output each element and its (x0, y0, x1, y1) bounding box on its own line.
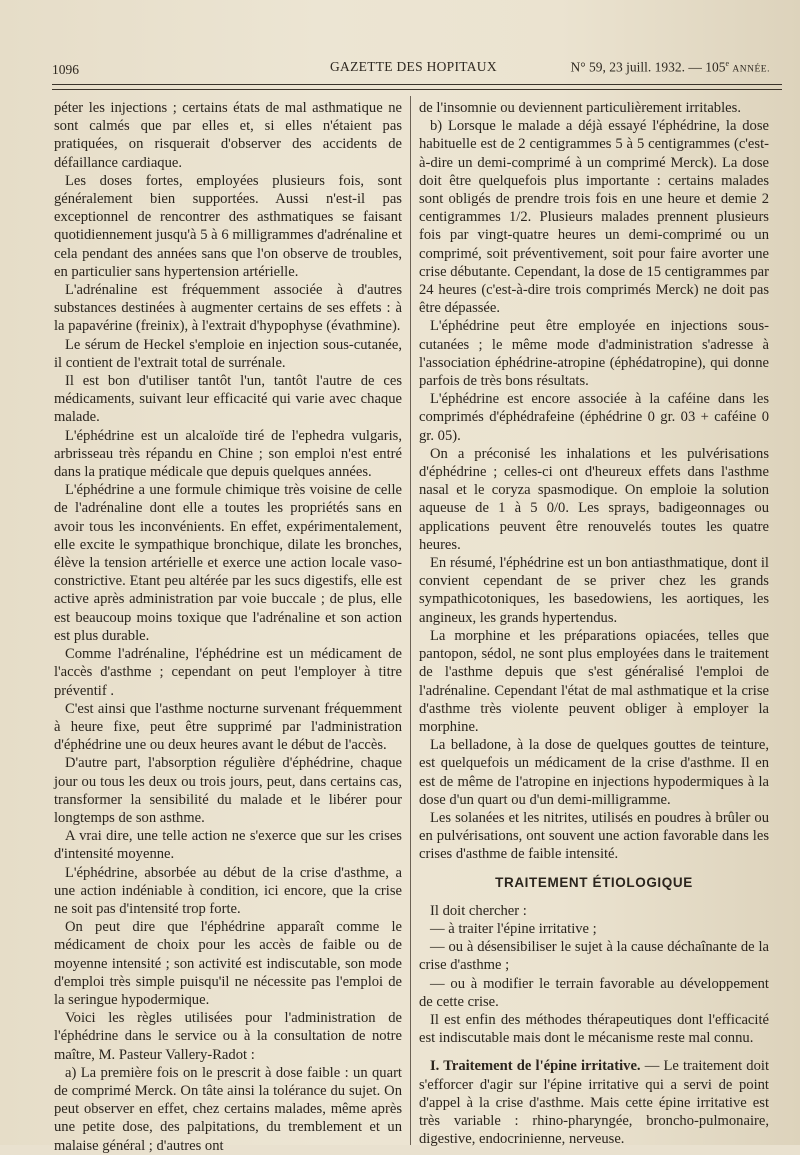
list-item: — ou à désensibiliser le sujet à la cause déchaînante de la crise d'asthme ; (419, 939, 769, 974)
paragraph: A vrai dire, une telle action ne s'exerce que sur les crises d'intensité moyenne. (54, 828, 402, 863)
header-rule (52, 84, 782, 85)
list-item: — ou à modifier le terrain favorable au développement de cette crise. (419, 975, 769, 1010)
subsection-paragraph (419, 1057, 769, 1148)
paragraph: a) La première fois on le prescrit à dose faible : un quart de comprimé Merck. On tâte ainsi la tolérance du sujet. On peut observer en effet, chez certains malades, même après une petite dose, des palpitations, du tremblement et un malaise général ; d'autres ont (54, 1064, 402, 1154)
paragraph: Les solanées et les nitrites, utilisés en poudres à brûler ou en pulvérisations, ont souvent une action favorable dans les crises d'asthme de faible intensité. (419, 809, 769, 863)
paragraph: Voici les règles utilisées pour l'administration de l'éphédrine dans le service ou à la consultation de notre maître, M. Pasteur Vallery-Radot : (54, 1010, 402, 1063)
paragraph: C'est ainsi que l'asthme nocturne survenant fréquemment à heure fixe, peut être supprimé par l'administration d'éphédrine une ou deux heures avant le début de l'accès. (54, 700, 402, 754)
issue-info (570, 59, 770, 76)
paragraph: On a préconisé les inhalations et les pulvérisations d'éphédrine ; celles-ci ont d'heureux effets dans l'asthme nasal et le coryza spasmodique. On emploie la solution aqueuse de 1 à 5 0/0. Les sprays, badigeonnages ou applications peuvent être renouvelés toutes les quatre heures. (419, 445, 769, 553)
issue-sup: e (725, 59, 730, 68)
list-item: Il doit chercher : (430, 902, 527, 919)
subsection-lead: I. Traitement de l'épine irritative. (430, 1058, 641, 1075)
paragraph: Il est bon d'utiliser tantôt l'un, tantôt l'autre de ces médicaments, suivant leur efficacité qui varie avec chaque malade. (54, 373, 402, 426)
paragraph: Comme l'adrénaline, l'éphédrine est un médicament de l'accès d'asthme ; cependant on peut l'employer à titre préventif . (54, 646, 402, 699)
right-column (419, 99, 769, 1148)
left-column (54, 99, 402, 1154)
paragraph: L'adrénaline est fréquemment associée à d'autres substances destinées à augmenter certains de ses effets : à la papavérine (freinix), à l'extrait d'hypophyse (évathmine). (54, 282, 402, 335)
paragraph: L'éphédrine a une formule chimique très voisine de celle de l'adrénaline dont elle a toutes les propriétés sans en avoir tous les inconvénients. En effet, expérimentalement, elle excite le sympathique bronchique, dilate les bronches, élève la tension artérielle et exerce une action locale vaso-constrictive. Etant peu altérée par les sucs digestifs, elle est active après administration par voie buccale ; de plus, elle est beaucoup moins toxique que l'adrénaline et son action est plus durable. (54, 482, 402, 644)
paragraph: Les doses fortes, employées plusieurs fois, sont généralement bien supportées. Aussi n'est-il pas exceptionnel de rencontrer des asthmatiques se faisant quotidiennement jusqu'à 5 à 6 milligrammes d'adrénaline et cela pendant des années sans que l'on observe de troubles, en particulier sans hypertension artérielle. (54, 172, 402, 280)
list-item: — à traiter l'épine irritative ; (430, 920, 597, 937)
paragraph: péter les injections ; certains états de mal asthmatique ne sont calmés que par elles et, si elles n'étaient pas pratiquées, on risquerait d'observer des accidents de défaillance cardiaque. (54, 100, 402, 171)
paragraph: D'autre part, l'absorption régulière d'éphédrine, chaque jour ou tous les deux ou trois jours, peut, dans certains cas, transformer la sensibilité du malade et le libérer pour longtemps de son asthme. (54, 755, 402, 826)
issue-date: N° 59, 23 juill. 1932. — 105 (570, 59, 726, 75)
paragraph: Il est enfin des méthodes thérapeutiques dont l'efficacité est indiscutable mais dont le mécanisme reste mal connu. (419, 1011, 769, 1047)
issue-suffix: ANNÉE. (732, 64, 770, 75)
page-number: 1096 (52, 62, 79, 77)
paragraph: b) Lorsque le malade a déjà essayé l'éphédrine, la dose habituelle est de 2 centigrammes 5 à 5 centigrammes (c'est-à-dire un demi-comprimé à un comprimé Merck). La dose doit être quelquefois plus importante : certains malades sont obligés de prendre trois fois en une heure et demie 2 centigrammes 1/2. Plusieurs malades prennent plusieurs fois par vingt-quatre heures un demi-comprimé ou un comprimé, soit préventivement, soit pour faire avorter une crise débutante. Cependant, la dose de 15 centigrammes par 24 heures (c'est-à-dire trois comprimés Merck) ne doit pas être dépassée. (419, 118, 769, 317)
header-rule-thin (52, 89, 782, 90)
subsection-text: — Le traitement doit s'efforcer d'agir sur l'épine irritative qui a servi de point d'appel à la crise d'asthme. Mais cette épine irritative est très variable : rhino-pharyngée, broncho-pulmonaire, digestive, endocrinienne, nerveuse. (419, 1058, 769, 1148)
paragraph: L'éphédrine, absorbée au début de la crise d'asthme, a une action indéniable à condition, ici encore, que la crise ne soit pas d'intensité trop forte. (54, 864, 402, 917)
paragraph: L'éphédrine peut être employée en injections sous-cutanées ; le même mode d'administration s'adresse à l'association éphédrine-atropine (éphédatropine), qui donne parfois de très bons résultats. (419, 318, 769, 390)
paragraph: de l'insomnie ou deviennent particulièrement irritables. (419, 100, 741, 116)
page-header (52, 58, 776, 80)
paragraph: Le sérum de Heckel s'emploie en injection sous-cutanée, il contient de l'extrait total de surrénale. (54, 336, 402, 371)
paragraph: On peut dire que l'éphédrine apparaît comme le médicament de choix pour les accès de faible ou de moyenne intensité ; son activité est indiscutable, son mode d'emploi très simple puisqu'il ne nécessite pas l'emploi de la seringue hypodermique. (54, 919, 402, 1008)
paragraph: En résumé, l'éphédrine est un bon antiasthmatique, dont il convient cependant de se priver chez les grands sympathicotoniques, les basedowiens, les aortiques, les angineux, les grands hypertendus. (419, 555, 769, 626)
paragraph: La belladone, à la dose de quelques gouttes de teinture, est quelquefois un médicament de la crise d'asthme. Il en est de même de l'atropine en injections hypodermiques à la dose d'un quart ou d'un demi-milligramme. (419, 737, 769, 808)
paragraph: La morphine et les préparations opiacées, telles que pantopon, sédol, ne sont plus employées dans le traitement de l'asthme depuis que s'est généralisé l'emploi de l'adrénaline. Cependant l'état de mal asthmatique et la crise d'asthme très violente peuvent obliger à employer la morphine. (419, 627, 769, 735)
section-heading: TRAITEMENT ÉTIOLOGIQUE (495, 874, 693, 890)
journal-title: GAZETTE DES HOPITAUX (330, 59, 497, 74)
treatment-list (419, 902, 769, 1048)
paragraph: L'éphédrine est encore associée à la caféine dans les comprimés d'éphédrafeine (éphédrine 0 gr. 03 + caféine 0 gr. 05). (419, 391, 769, 444)
column-divider (410, 96, 411, 1145)
paragraph: L'éphédrine est un alcaloïde tiré de l'ephedra vulgaris, arbrisseau très répandu en Chine ; son emploi n'est entré dans la pratique médicale que depuis quelques années. (54, 427, 402, 481)
